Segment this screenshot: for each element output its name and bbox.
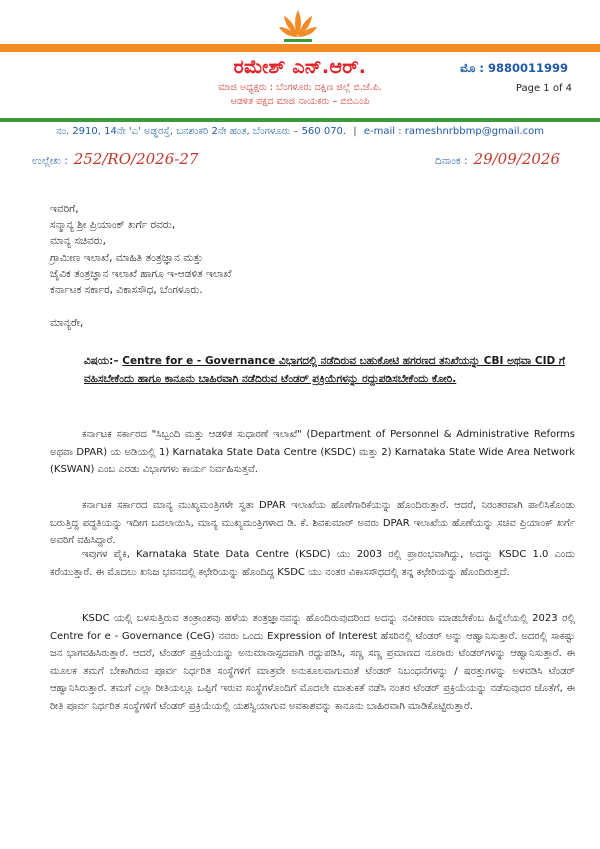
mobile-value: 9880011999 (487, 61, 568, 75)
designation-line-1: ಮಾಜಿ ಅಧ್ಯಕ್ಷರು : ಬೆಂಗಳೂರು ದಕ್ಷಿಣ ಜಿಲ್ಲೆ ಬಿ.ಜೆ.ಪಿ. (218, 82, 382, 93)
mobile-number (460, 61, 568, 76)
recipient-line: ಗ್ರಾಮೀಣ ಇಲಾಖೆ, ಮಾಹಿತಿ ತಂತ್ರಜ್ಞಾನ ಮತ್ತು (50, 251, 203, 264)
recipient-line: ಇವರಿಗೆ, (50, 203, 79, 215)
paragraph-4 (50, 610, 575, 715)
recipient-line: ಸನ್ಮಾನ್ಯ ಶ್ರೀ ಪ್ರಿಯಾಂಕ್ ಖರ್ಗೆ ರವರು, (50, 219, 176, 232)
reference (32, 150, 198, 168)
subject-label: ವಿಷಯ:– (84, 355, 119, 367)
recipient-block (50, 201, 231, 298)
header-green-band (0, 118, 600, 122)
date (435, 150, 560, 168)
paragraph-4-text: KSDC ಯಲ್ಲಿ ಬಳಸುತ್ತಿರುವ ತಂತ್ರಾಂಶವು ಹಳೆಯ ತಂತ್ರಜ್ಞಾನವನ್ನು ಹೊಂದಿರುವುದರಿಂದ ಅದನ್ನು ನವೀಕರಣ ಮಾಡಬೇಕೆಂಬ ಹಿನ್ನೆಲೆಯಲ್ಲಿ 2023 ರಲ್ಲಿ Centre for e - Governance (CeG) ನವರು ಒಂದು Expression of Interest ಹೆಸರಿನಲ್ಲಿ ಟೆಂಡರ್ ಅನ್ನು ಆಹ್ವಾನಿಸುತ್ತಾರೆ. ಅದರಲ್ಲಿ ಸಾಕಷ್ಟು ಜನ ಭಾಗವಹಿಸಿರುತ್ತಾರೆ. ಆದರೆ, ಟೆಂಡರ್ ಪ್ರಕ್ರಿಯೆಯನ್ನು ಅನುಮಾನಾಸ್ಪದವಾಗಿ ರದ್ದುಪಡಿಸಿ, ಸಣ್ಣ ಸಣ್ಣ ಪ್ರಮಾಣದ ನೂರಾರು ಟೆಂಡರ್‌ಗಳನ್ನು ಆಹ್ವಾನಿಸುತ್ತಾರೆ. ಈ ಮೂಲಕ ತಮಗೆ ಬೇಕಾಗಿರುವ ಪೂರ್ವ ನಿರ್ಧರಿತ ಸಂಸ್ಥೆಗಳಿಗೆ ಮಾತ್ರವೇ ಅನುಕೂಲವಾಗುವಂತೆ ಟೆಂಡರ್ ನಿಬಂಧನೆಗಳನ್ನು / ಷರತ್ತುಗಳನ್ನು ಅಳವಡಿಸಿ ಟೆಂಡರ್ ಆಹ್ವಾನಿಸಿರುತ್ತಾರೆ. ತಮಗೆ ಎಲ್ಲಾ ರೀತಿಯಲ್ಲೂ ಒಪ್ಪಿಗೆ ಇರುವ ಸಂಸ್ಥೆಗಳೊಂದಿಗೆ ಮೊದಲೇ ಮಾತುಕತೆ ನಡೆಸಿ ನಂತರ ಟೆಂಡರ್ ಪ್ರಕ್ರಿಯೆಯನ್ನು ನಡೆಸುವುದರ ಜೊತೆಗೆ, ಈ ರೀತಿ ಪೂರ್ವ ನಿರ್ಧರಿತ ಸಂಸ್ಥೆಗಳಿಗೆ ಟೆಂಡರ್ ಪ್ರಕ್ರಿಯೆಯಲ್ಲಿ ಯಶಸ್ವಿಯಾಗುವ ಅವಕಾಶವನ್ನು ಕಾನೂನು ಬಾಹಿರವಾಗಿ ಮಾಡಿಕೊಟ್ಟಿರುತ್ತಾರೆ. (50, 613, 575, 712)
address-row (0, 126, 600, 137)
paragraph-2 (50, 497, 575, 550)
designation-line-2: ಆಡಳಿತ ಪಕ್ಷದ ಮಾಜಿ ನಾಯಕರು – ಬಿಬಿಎಂಪಿ (230, 96, 370, 107)
separator: | (353, 126, 357, 137)
recipient-line: ಮಾನ್ಯ ಸಚಿವರು, (50, 235, 106, 248)
paragraph-3 (50, 546, 575, 581)
header-orange-band (0, 44, 600, 52)
mobile-label: ಮೊ : (460, 61, 484, 75)
paragraph-1 (50, 426, 575, 479)
lotus-icon (276, 4, 320, 46)
salutation: ಮಾನ್ಯರೇ, (50, 317, 84, 329)
sender-name: ರಮೇಶ್ ಎನ್.ಆರ್. (233, 56, 367, 78)
date-label: ದಿನಾಂಕ : (434, 155, 468, 167)
email-label: e-mail : (363, 126, 402, 137)
recipient-line: ಕರ್ನಾಟಕ ಸರ್ಕಾರ, ವಿಕಾಸಸೌಧ, ಬೆಂಗಳೂರು. (50, 284, 203, 297)
ref-label: ಉಲ್ಲೇಖ : (32, 155, 68, 167)
address: ನಂ. 2910, 14ನೇ 'ಎ' ಅಡ್ಡರಸ್ತೆ, ಬನಶಂಕರಿ 2ನೇ ಹಂತ, ಬೆಂಗಳೂರು – 560 070. (55, 126, 347, 137)
email: rameshnrbbmp@gmail.com (404, 126, 545, 137)
ref-value: 252/RO/2026-27 (73, 150, 199, 168)
paragraph-1-text: ಕರ್ನಾಟಕ ಸರ್ಕಾರದ "ಸಿಬ್ಬಂದಿ ಮತ್ತು ಆಡಳಿತ ಸುಧಾರಣೆ ಇಲಾಖೆ" (Department of Personnel & Administrative Reforms ಅಥವಾ DPAR) ಯ ಅಡಿಯಲ್ಲಿ 1) Karnataka State Data Centre (KSDC) ಮತ್ತು 2) Karnataka State Wide Area Network (KSWAN) ಎಂಬ ಎರಡು ವಿಭಾಗಗಳು ಕಾರ್ಯ ನಿರ್ವಹಿಸುತ್ತವೆ. (50, 429, 575, 475)
paragraph-3-text: ಇವುಗಳ ಪೈಕಿ, Karnataka State Data Centre (KSDC) ಯು 2003 ರಲ್ಲಿ ಪ್ರಾರಂಭವಾಗಿದ್ದು, ಅದನ್ನು KSDC 1.0 ಎಂದು ಕರೆಯುತ್ತಾರೆ. ಈ ಮೊದಲು ಖನಿಜ ಭವನದಲ್ಲಿ ಕಛೇರಿಯನ್ನು ಹೊಂದಿದ್ದ KSDC ಯು ನಂತರ ವಿಕಾಸಸೌಧದಲ್ಲಿ ತನ್ನ ಕಛೇರಿಯನ್ನು ಹೊಂದಿರುತ್ತದೆ. (50, 549, 575, 578)
date-value: 29/09/2026 (473, 150, 560, 168)
subject (84, 352, 584, 388)
page-indicator: Page 1 of 4 (515, 83, 572, 94)
paragraph-2-text: ಕರ್ನಾಟಕ ಸರ್ಕಾರದ ಮಾನ್ಯ ಮುಖ್ಯಮಂತ್ರಿಗಳೇ ಸ್ವತಃ DPAR ಇಲಾಖೆಯ ಹೊಣೆಗಾರಿಕೆಯನ್ನು ಹೊಂದಿರುತ್ತಾರೆ. ಆದರೆ, ನಿರಂತರವಾಗಿ ಪಾಲಿಸಿಕೊಂಡು ಬರುತ್ತಿದ್ದ ಪದ್ಧತಿಯನ್ನು ಇದೀಗ ಬದಲಾಯಿಸಿ, ಮಾನ್ಯ ಮುಖ್ಯಮಂತ್ರಿಗಳಾದ ಡಿ. ಕೆ. ಶಿವಕುಮಾರ್ ಅವರು DPAR ಇಲಾಖೆಯ ಹೊಣೆಯನ್ನು ಸಚಿವ ಪ್ರಿಯಾಂಕ್ ಖರ್ಗೆ ಅವರಿಗೆ ವಹಿಸಿದ್ದಾರೆ. (50, 500, 575, 546)
subject-text: Centre for e - Governance ವಿಭಾಗದಲ್ಲಿ ನಡೆದಿರುವ ಬಹುಕೋಟಿ ಹಗರಣದ ತನಿಖೆಯನ್ನು CBI ಅಥವಾ CID ಗೆ ವಹಿಸಬೇಕೆಂದು ಹಾಗೂ ಕಾನೂನು ಬಾಹಿರವಾಗಿ ನಡೆದಿರುವ ಟೆಂಡರ್ ಪ್ರಕ್ರಿಯೆಗಳನ್ನು ರದ್ದುಪಡಿಸಬೇಕೆಂದು ಕೋರಿ. (84, 355, 565, 385)
recipient-line: ಜೈವಿಕ ತಂತ್ರಜ್ಞಾನ ಇಲಾಖೆ ಹಾಗೂ ಇ-ಆಡಳಿತ ಇಲಾಖೆ (50, 267, 232, 280)
